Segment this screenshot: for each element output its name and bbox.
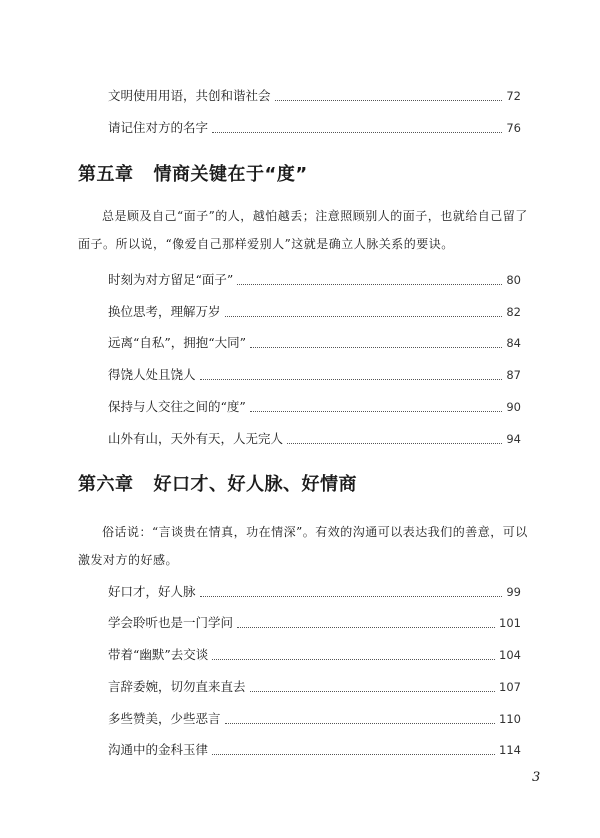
toc-entry-title: 请记住对方的名字 [108,120,209,135]
dot-leader [275,100,503,101]
toc-entry-title: 文明使用用语，共创和谐社会 [108,88,271,103]
page-number: 3 [532,770,541,785]
toc-entry-title: 带着“幽默”去交谈 [108,647,209,662]
dot-leader [287,443,502,444]
chapter-title: 好口才、好人脉、好情商 [153,474,357,495]
intro-line: 俗话说：“言谈贵在情真，功在情深”。有效的沟通可以表达我们的善意，可以 [102,525,528,539]
toc-entry-page: 82 [506,305,521,319]
toc-entry[interactable] [108,705,521,727]
intro-line: 面子。所以说，“像爱自己那样爱别人”这就是确立人脉关系的要诀。 [78,237,454,251]
dot-leader [237,284,502,285]
toc-entry-page: 110 [499,712,521,726]
toc-entry[interactable] [108,329,521,351]
toc-entry-title: 好口才，好人脉 [108,584,196,599]
toc-entry[interactable] [108,609,521,631]
dot-leader [200,596,503,597]
toc-entry-page: 114 [499,743,521,757]
dot-leader [250,691,496,692]
toc-entry[interactable] [108,114,521,136]
toc-entry-page: 76 [506,121,521,135]
toc-entry-page: 101 [499,616,521,630]
toc-entry-page: 72 [506,89,521,103]
toc-entry-page: 99 [506,585,521,599]
toc-entry-title: 言辞委婉，切勿直来直去 [108,679,246,694]
toc-entry-title: 得饶人处且饶人 [108,367,196,382]
chapter-title: 情商关键在于“度” [153,164,308,185]
chapter-intro [78,518,528,574]
toc-entry[interactable] [108,393,521,415]
toc-entry-page: 84 [506,336,521,350]
toc-entry-title: 换位思考，理解万岁 [108,304,221,319]
dot-leader [225,723,496,724]
dot-leader [225,316,503,317]
chapter-heading [78,470,528,496]
toc-entry-page: 104 [499,648,521,662]
toc-entry-title: 多些赞美，少些恶言 [108,711,221,726]
toc-entry[interactable] [108,578,521,600]
toc-entry[interactable] [108,736,521,758]
toc-entry-page: 80 [506,273,521,287]
toc-entry[interactable] [108,641,521,663]
chapter-number: 第六章 [78,474,134,495]
chapter-number: 第五章 [78,164,134,185]
toc-entry-title: 学会聆听也是一门学问 [108,615,234,630]
toc-entry-title: 保持与人交往之间的“度” [108,399,246,414]
intro-line: 总是顾及自己“面子”的人，越怕越丢；注意照顾别人的面子，也就给自己留了 [102,209,528,223]
dot-leader [200,379,503,380]
dot-leader [212,132,502,133]
toc-entry-title: 远离“自私”，拥抱“大同” [108,335,247,350]
dot-leader [212,754,495,755]
toc-entry[interactable] [108,361,521,383]
toc-entry[interactable] [108,82,521,104]
intro-line: 激发对方的好感。 [78,553,179,567]
dot-leader [250,347,502,348]
toc-entry-title: 山外有山，天外有天，人无完人 [108,431,284,446]
toc-entry-page: 94 [506,432,521,446]
toc-entry-page: 107 [499,680,521,694]
dot-leader [212,659,495,660]
toc-entry-title: 沟通中的金科玉律 [108,742,209,757]
toc-entry-page: 87 [506,368,521,382]
dot-leader [237,627,495,628]
toc-entry[interactable] [108,266,521,288]
chapter-heading [78,160,528,186]
toc-entry[interactable] [108,425,521,447]
toc-entry-page: 90 [506,400,521,414]
chapter-intro [78,202,528,258]
toc-entry-title: 时刻为对方留足“面子” [108,272,234,287]
toc-entry[interactable] [108,673,521,695]
dot-leader [250,411,503,412]
toc-entry[interactable] [108,298,521,320]
